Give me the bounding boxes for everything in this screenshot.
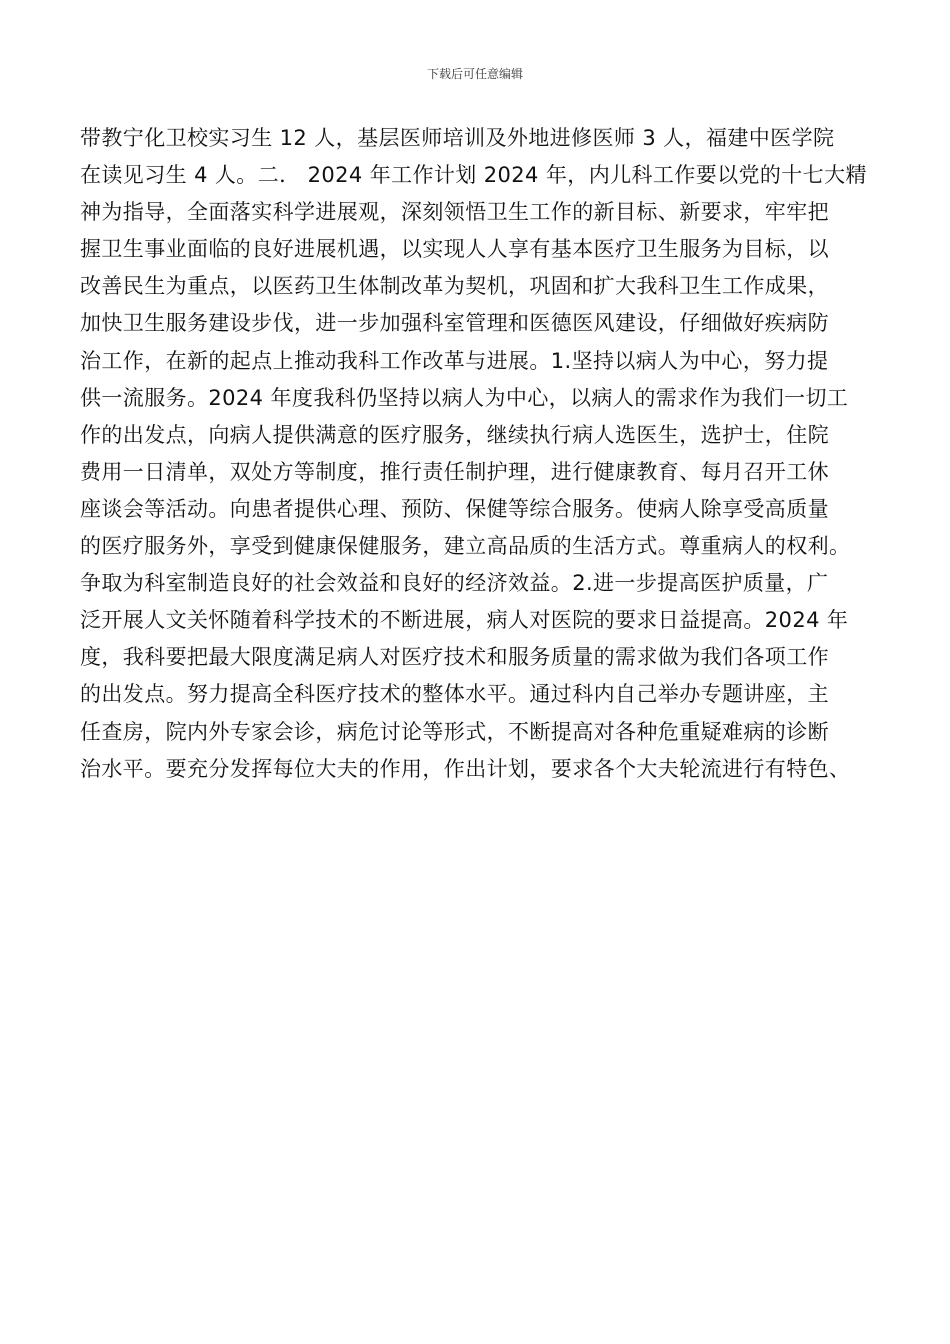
page-header: 下载后可任意编辑 <box>426 67 523 81</box>
text-line: 握卫生事业面临的良好进展机遇，以实现人人享有基本医疗卫生服务为目标，以 <box>80 237 829 262</box>
text-line: 费用一日清单，双处方等制度，推行责任制护理，进行健康教育、每月召开工休 <box>80 459 829 484</box>
text-line: 在读见习生 4 人。二． 2024 年工作计划 2024 年，内儿科工作要以党的十七大精 <box>80 163 867 188</box>
text-line: 泛开展人文关怀随着科学技术的不断进展，病人对医院的要求日益提高。2024 年 <box>80 608 849 633</box>
text-line: 的医疗服务外，享受到健康保健服务，建立高品质的生活方式。尊重病人的权利。 <box>80 534 851 559</box>
text-line: 供一流服务。2024 年度我科仍坚持以病人为中心，以病人的需求作为我们一切工 <box>80 385 849 410</box>
text-line: 任查房，院内外专家会诊，病危讨论等形式，不断提高对各种危重疑难病的诊断 <box>80 719 829 744</box>
text-line: 作的出发点，向病人提供满意的医疗服务，继续执行病人选医生，选护士，住院 <box>80 422 829 447</box>
text-line: 加快卫生服务建设步伐，进一步加强科室管理和医德医风建设，仔细做好疾病防 <box>80 311 829 336</box>
body-text <box>80 120 880 788</box>
text-line: 座谈会等活动。向患者提供心理、预防、保健等综合服务。使病人除享受高质量 <box>80 496 829 521</box>
text-line: 争取为科室制造良好的社会效益和良好的经济效益。2.进一步提高医护质量，广 <box>80 571 829 596</box>
text-line: 带教宁化卫校实习生 12 人，基层医师培训及外地进修医师 3 人，福建中医学院 <box>80 126 835 150</box>
text-line: 治工作，在新的起点上推动我科工作改革与进展。1.坚持以病人为中心，努力提 <box>80 348 829 373</box>
text-line: 神为指导，全面落实科学进展观，深刻领悟卫生工作的新目标、新要求，牢牢把 <box>80 200 829 225</box>
text-line: 改善民生为重点，以医药卫生体制改革为契机，巩固和扩大我科卫生工作成果， <box>80 274 829 299</box>
text-line: 度，我科要把最大限度满足病人对医疗技术和服务质量的需求做为我们各项工作 <box>80 645 829 670</box>
text-line: 治水平。要充分发挥每位大夫的作用，作出计划，要求各个大夫轮流进行有特色、 <box>80 756 851 781</box>
text-line: 的出发点。努力提高全科医疗技术的整体水平。通过科内自己举办专题讲座，主 <box>80 682 829 707</box>
